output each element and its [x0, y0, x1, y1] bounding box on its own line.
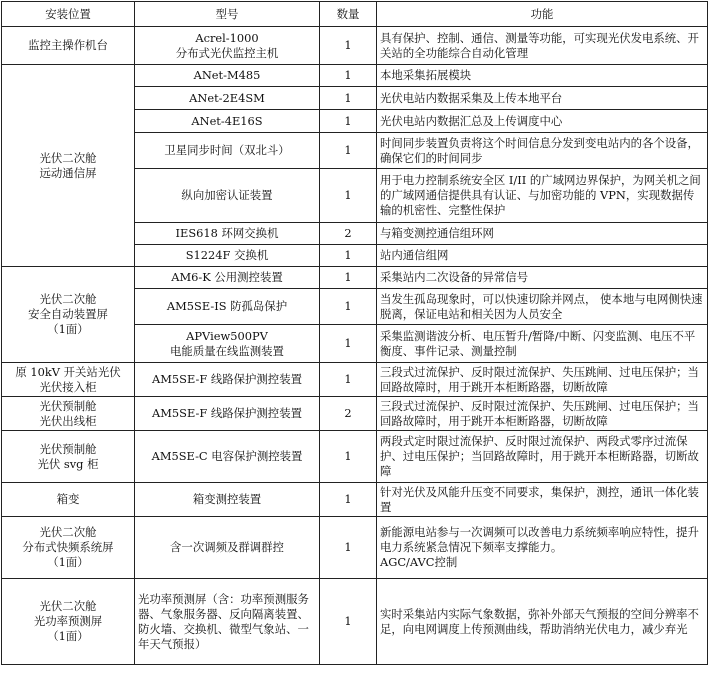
cell-model: ANet-2E4SM: [135, 87, 320, 110]
cell-quantity: 1: [320, 363, 377, 397]
cell-model: APView500PV 电能质量在线监测装置: [135, 325, 320, 363]
cell-quantity: 1: [320, 483, 377, 517]
cell-location: 原 10kV 开关站光伏 光伏接入柜: [2, 363, 135, 397]
cell-model: AM6-K 公用测控装置: [135, 267, 320, 289]
cell-function: 站内通信组网: [377, 245, 708, 267]
cell-location: 箱变: [2, 483, 135, 517]
cell-function: 用于电力控制系统安全区 I/II 的广域网边界保护，为网关机之间的广域网通信提供具有认证、与加密功能的 VPN，实现数据传输的机密性、完整性保护: [377, 169, 708, 223]
cell-function: 采集站内二次设备的异常信号: [377, 267, 708, 289]
table-row: [2, 517, 708, 579]
table-row: [2, 267, 708, 289]
cell-function: 实时采集站内实际气象数据，弥补外部天气预报的空间分辨率不足，向电网调度上传预测曲线，帮助消纳光伏电力，减少弃光: [377, 579, 708, 665]
cell-function: 与箱变测控通信组环网: [377, 223, 708, 245]
cell-quantity: 1: [320, 65, 377, 87]
header-model: 型号: [135, 2, 320, 27]
header-function: 功能: [377, 2, 708, 27]
cell-quantity: 1: [320, 110, 377, 133]
cell-function: 当发生孤岛现象时，可以快速切除并网点， 使本地与电网侧快速脱离，保证电站和相关因为人员安全: [377, 289, 708, 325]
cell-location: 光伏预制舱 光伏出线柜: [2, 397, 135, 431]
cell-quantity: 1: [320, 133, 377, 169]
cell-model: ANet-4E16S: [135, 110, 320, 133]
cell-model: ANet-M485: [135, 65, 320, 87]
cell-location: 光伏二次舱 光功率预测屏 （1面）: [2, 579, 135, 665]
cell-quantity: 1: [320, 325, 377, 363]
cell-function: 具有保护、控制、通信、测量等功能，可实现光伏发电系统、开关站的全功能综合自动化管理: [377, 27, 708, 65]
cell-quantity: 2: [320, 223, 377, 245]
cell-function: 新能源电站参与一次调频可以改善电力系统频率响应特性，提升电力系统紧急情况下频率支撑能力。 AGC/AVC控制: [377, 517, 708, 579]
cell-quantity: 1: [320, 267, 377, 289]
cell-model: 光功率预测屏（含：功率预测服务器、气象服务器、反向隔离装置、防火墙、交换机、微型气象站、一年天气预报）: [135, 579, 320, 665]
table-row: [2, 65, 708, 87]
cell-function: 本地采集拓展模块: [377, 65, 708, 87]
cell-function: 时间同步装置负责将这个时间信息分发到变电站内的各个设备，确保它们的时间同步: [377, 133, 708, 169]
equipment-table: [1, 1, 708, 665]
cell-model: S1224F 交换机: [135, 245, 320, 267]
cell-model: AM5SE-F 线路保护测控装置: [135, 397, 320, 431]
cell-location: 光伏预制舱 光伏 svg 柜: [2, 431, 135, 483]
cell-quantity: 1: [320, 289, 377, 325]
cell-function: 三段式过流保护、反时限过流保护、失压跳闸、过电压保护；当回路故障时，用于跳开本柜断路器，切断故障: [377, 363, 708, 397]
cell-location: 光伏二次舱 远动通信屏: [2, 65, 135, 267]
cell-quantity: 1: [320, 431, 377, 483]
cell-location: 光伏二次舱 分布式快频系统屏 （1面）: [2, 517, 135, 579]
cell-quantity: 2: [320, 397, 377, 431]
cell-model: 含一次调频及群调群控: [135, 517, 320, 579]
header-quantity: 数量: [320, 2, 377, 27]
cell-model: 纵向加密认证装置: [135, 169, 320, 223]
table-row: [2, 579, 708, 665]
cell-model: Acrel-1000 分布式光伏监控主机: [135, 27, 320, 65]
cell-function: 光伏电站内数据汇总及上传调度中心: [377, 110, 708, 133]
cell-model: AM5SE-IS 防孤岛保护: [135, 289, 320, 325]
cell-model: IES618 环网交换机: [135, 223, 320, 245]
table-row: [2, 363, 708, 397]
cell-model: AM5SE-C 电容保护测控装置: [135, 431, 320, 483]
cell-quantity: 1: [320, 245, 377, 267]
cell-model: 箱变测控装置: [135, 483, 320, 517]
cell-function: 两段式定时限过流保护、反时限过流保护、两段式零序过流保护、过电压保护；当回路故障时，用于跳开本柜断路器，切断故障: [377, 431, 708, 483]
cell-function: 光伏电站内数据采集及上传本地平台: [377, 87, 708, 110]
cell-quantity: 1: [320, 27, 377, 65]
table-row: [2, 27, 708, 65]
cell-model: AM5SE-F 线路保护测控装置: [135, 363, 320, 397]
table-row: [2, 431, 708, 483]
table-row: [2, 483, 708, 517]
table-row: [2, 397, 708, 431]
cell-quantity: 1: [320, 87, 377, 110]
cell-function: 三段式过流保护、反时限过流保护、失压跳闸、过电压保护；当回路故障时，用于跳开本柜断路器，切断故障: [377, 397, 708, 431]
cell-location: 光伏二次舱 安全自动装置屏 （1面）: [2, 267, 135, 363]
cell-function: 采集监测谐波分析、电压暂升/暂降/中断、闪变监测、电压不平衡度、事件记录、测量控制: [377, 325, 708, 363]
cell-model: 卫星同步时间（双北斗）: [135, 133, 320, 169]
cell-function: 针对光伏及风能升压变不同要求，集保护，测控，通讯一体化装置: [377, 483, 708, 517]
cell-location: 监控主操作机台: [2, 27, 135, 65]
cell-quantity: 1: [320, 579, 377, 665]
header-location: 安装位置: [2, 2, 135, 27]
cell-quantity: 1: [320, 169, 377, 223]
cell-quantity: 1: [320, 517, 377, 579]
table-header-row: [2, 2, 708, 27]
